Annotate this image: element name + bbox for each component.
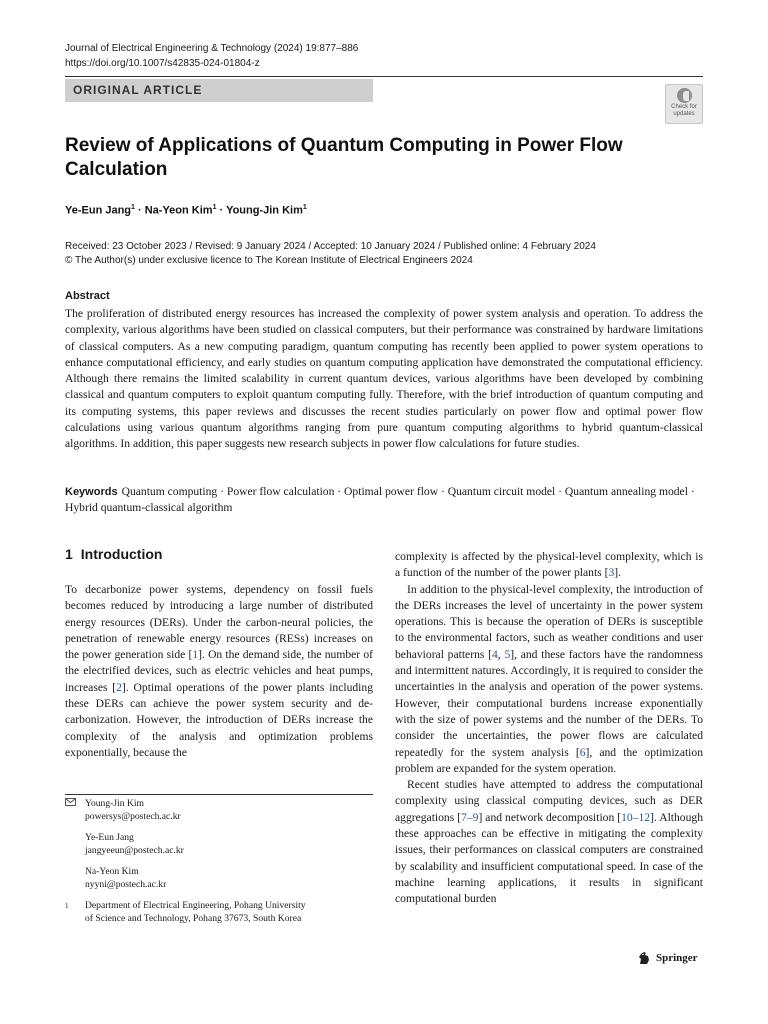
check-badge-line1: Check for	[671, 104, 697, 110]
keywords-text: Quantum computing · Power flow calculation · Optimal power flow · Quantum circuit model · Quantum annealing model · Hybrid quantum-classical algorithm	[65, 485, 695, 515]
footnote-rule	[65, 794, 373, 795]
section-heading	[65, 546, 162, 562]
paper-title: Review of Applications of Quantum Computing in Power Flow Calculation	[65, 135, 623, 180]
article-type-label: ORIGINAL ARTICLE	[73, 83, 203, 97]
footnotes	[65, 798, 373, 925]
citation-link[interactable]: 5	[504, 647, 511, 661]
header-rule	[65, 76, 703, 77]
text-run: ]. On the demand side, the number of the electrified devices, such as electric vehicles and heat pumps, increases [	[65, 648, 373, 694]
left-column	[65, 582, 373, 761]
contact-name: Ye-Eun Jang	[85, 832, 134, 843]
check-for-updates-badge[interactable]	[665, 84, 703, 124]
author-separator: ·	[134, 204, 145, 217]
citation-link[interactable]: 4	[491, 647, 498, 661]
paragraph	[395, 582, 703, 778]
affiliation-line: Department of Electrical Engineering, Pohang University	[85, 900, 306, 911]
affiliation-mark: 1	[65, 902, 69, 910]
dates-line: Received: 23 October 2023 / Revised: 9 January 2024 / Accepted: 10 January 2024 / Published online: 4 February 2024	[65, 241, 596, 252]
springer-horse-icon	[637, 951, 651, 965]
text-run: Recent studies have attempted to address the computational complexity using classical computing devices, such as DER aggregations [	[395, 778, 703, 824]
text-run: To decarbonize power systems, dependency on fossil fuels becomes reduced by introducing a large number of distributed energy resources (DERs). Under the carbon-neural policies, the penetration of renewable energy resources (RESs) increases on the power generation side [	[65, 583, 373, 662]
abstract-heading: Abstract	[65, 290, 110, 302]
citation-link[interactable]: 10–12	[621, 810, 651, 824]
author-affiliation-mark: 1	[212, 204, 217, 211]
citation-link[interactable]: 2	[116, 680, 122, 694]
text-run: ], and these factors have the randomness and intermittent natures. Accordingly, it is required to consider the uncertainties in the analysis and operation of the power systems. However, their computational burdens increase exponentially with the size of power systems and the number of the DERs. To consider the uncertainties, the power flows are calculated repeatedly for the system analysis [	[395, 647, 704, 759]
section-title: Introduction	[80, 546, 163, 562]
contact-email[interactable]: jangyeeun@postech.ac.kr	[85, 844, 184, 856]
check-for-updates-icon	[677, 88, 692, 103]
text-run: ].	[614, 566, 622, 580]
author-name[interactable]: Ye-Eun Jang	[65, 204, 132, 217]
text-run: In addition to the physical-level complexity, the introduction of the DERs increases the level of uncertainty in the power system operations. This is because the operation of DERs is susceptible to the environmental factors, such as weather conditions and user behavioral patterns [	[395, 582, 703, 661]
citation-link[interactable]: 6	[579, 745, 586, 759]
author-affiliation-mark: 1	[131, 204, 135, 211]
text-run: ]. Although these approaches can be effective in mitigating the complexity issues, their performances on classical computers are constrained by scalability and insufficient computational speed. In case of the machine learning applications, it results in significant computational burden	[395, 810, 703, 906]
contact-block	[65, 832, 373, 857]
author-separator: ·	[216, 204, 227, 217]
right-column	[395, 549, 703, 908]
contact-name: Na-Yeon Kim	[85, 866, 139, 877]
contact-email[interactable]: powersys@postech.ac.kr	[85, 810, 181, 822]
affiliation-footnote	[65, 900, 373, 925]
text-run: ,	[497, 647, 505, 661]
affiliation-line: of Science and Technology, Pohang 37673, South Korea	[85, 912, 302, 924]
citation-link[interactable]: 7–9	[461, 810, 479, 824]
citation-link[interactable]: 1	[192, 648, 199, 662]
keywords	[65, 484, 703, 517]
paragraph	[395, 777, 703, 907]
citation-link[interactable]: 3	[608, 566, 615, 580]
text-run: ], and the optimization problem are expanded for the system operation.	[395, 745, 704, 775]
contact-email[interactable]: nyyni@postech.ac.kr	[85, 878, 167, 890]
keywords-label: Keywords	[65, 486, 118, 498]
copyright-line: © The Author(s) under exclusive licence to The Korean Institute of Electrical Engineers 2024	[65, 255, 473, 266]
author-name[interactable]: Na-Yeon Kim	[144, 204, 213, 217]
publisher-logo	[637, 951, 698, 965]
author-affiliation-mark: 1	[302, 204, 307, 211]
publication-dates	[65, 240, 705, 268]
check-badge-line2: updates	[673, 110, 695, 117]
contact-block	[65, 866, 373, 891]
text-run: ]. Optimal operations of the power plants including these DERs can achieve the power system security and de-carbonization. However, the introduction of DERs increase the complexity of the analysis and optimization problems exponentially, because the	[65, 680, 374, 759]
abstract-text: The proliferation of distributed energy resources has increased the complexity of power system analysis and operation. To address the complexity, various algorithms have been studied on classical computers, but their performance was constrained by hardware limitations of classical computers. As a new computing paradigm, quantum computing has recently been applied to power system operations to enhance computational efficiency, and early studies on quantum computing application have demonstrated the computational efficiency. Although there remains the limited scalability in current quantum devices, various algorithms have been developed by combining classical and quantum computers to exploit quantum computing fully. Therefore, with the brief introduction of quantum computing and its computing systems, this paper reviews and discusses the recent studies particularly on power flow and optimal power flow calculations using various quantum algorithms ranging from pure quantum computing algorithms to hybrid quantum-classical algorithms. In addition, this paper suggests new research subjects in power flow calculations for future studies.	[65, 307, 703, 451]
envelope-icon	[65, 798, 85, 823]
journal-line: Journal of Electrical Engineering & Technology (2024) 19:877–886	[65, 43, 359, 54]
text-run: ] and network decomposition [	[478, 810, 622, 824]
paragraph	[395, 549, 703, 582]
author-list	[65, 204, 307, 217]
contact-name: Young-Jin Kim	[85, 798, 144, 809]
section-number: 1	[65, 546, 73, 562]
text-run: complexity is affected by the physical-level complexity, which is a function of the number of the power plants [	[395, 550, 703, 580]
publisher-name: Springer	[656, 952, 698, 964]
paragraph	[65, 582, 373, 761]
doi-link[interactable]: https://doi.org/10.1007/s42835-024-01804-z	[65, 58, 260, 69]
author-name[interactable]: Young-Jin Kim	[226, 204, 303, 217]
contact-block	[65, 798, 373, 823]
journal-citation	[65, 41, 625, 71]
